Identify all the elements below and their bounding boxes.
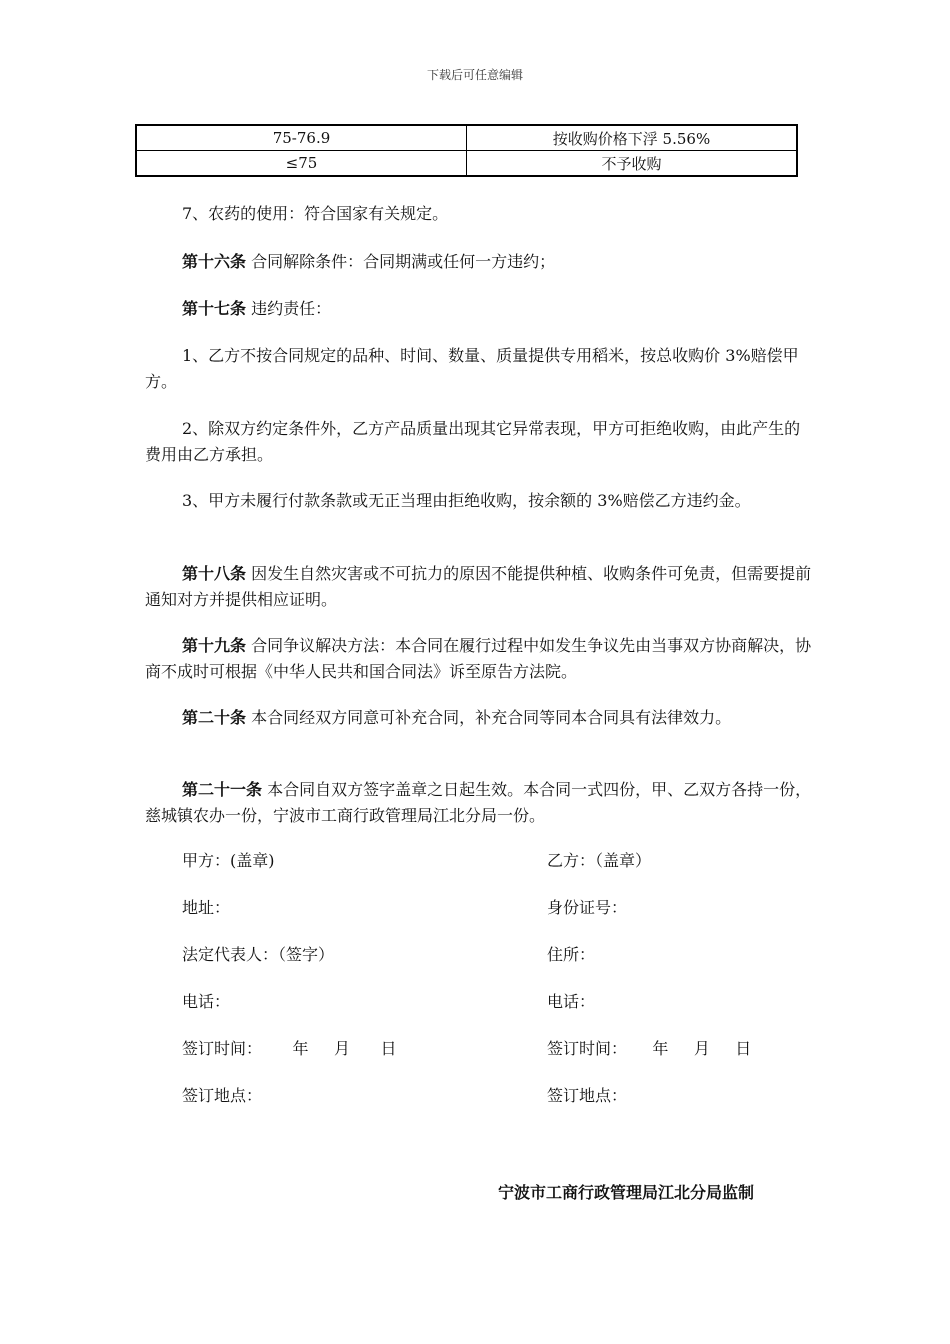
table-cell-range: ≤75: [136, 151, 467, 177]
article-17: [145, 296, 815, 322]
article-18: [145, 561, 815, 613]
party-b-residence: 住所：: [547, 945, 596, 964]
party-a-date: 签订时间： 年 月 日: [182, 1039, 397, 1058]
article-21-title: 第二十一条: [182, 780, 263, 799]
article-16-title: 第十六条: [182, 252, 247, 271]
page-header: 下载后可任意编辑: [426, 68, 523, 82]
article-19-title: 第十九条: [182, 636, 247, 655]
grade-price-table: [135, 124, 798, 177]
party-b-phone: 电话：: [547, 992, 596, 1011]
article-20: [145, 705, 815, 731]
article-21-text: 本合同自双方签字盖章之日起生效。本合同一式四份，甲、乙双方各持一份，慈城镇农办一份，宁波市工商行政管理局江北分局一份。: [145, 780, 812, 825]
party-b-seal: 乙方：（盖章）: [547, 851, 652, 870]
table-cell-range: 75-76.9: [136, 125, 467, 151]
article-17-text: 违约责任：: [246, 299, 332, 318]
liability-2: 2、除双方约定条件外，乙方产品质量出现其它异常表现，甲方可拒绝收购，由此产生的费用由乙方承担。: [145, 419, 801, 464]
party-b-id-number: 身份证号：: [547, 898, 628, 917]
party-a-representative: 法定代表人：（签字）: [182, 945, 335, 964]
party-b-place: 签订地点：: [547, 1086, 628, 1105]
pesticide-clause: 7、农药的使用：符合国家有关规定。: [182, 204, 449, 223]
party-a-place: 签订地点：: [182, 1086, 263, 1105]
article-21: [145, 777, 815, 829]
article-20-text: 本合同经双方同意可补充合同，补充合同等同本合同具有法律效力。: [246, 708, 732, 727]
article-19-text: 合同争议解决方法：本合同在履行过程中如发生争议先由当事双方协商解决，协商不成时可根据《中华人民共和国合同法》诉至原告方法院。: [145, 636, 812, 681]
table-row: [136, 151, 797, 177]
supervision-footer: 宁波市工商行政管理局江北分局监制: [498, 1183, 755, 1202]
article-18-title: 第十八条: [182, 564, 247, 583]
article-16: [145, 249, 815, 275]
party-a-address: 地址：: [182, 898, 231, 917]
party-a-phone: 电话：: [182, 992, 231, 1011]
article-20-title: 第二十条: [182, 708, 247, 727]
article-17-title: 第十七条: [182, 299, 247, 318]
table-cell-price: 按收购价格下浮 5.56%: [467, 125, 798, 151]
article-19: [145, 633, 815, 685]
liability-1: 1、乙方不按合同规定的品种、时间、数量、质量提供专用稻米，按总收购价 3%赔偿甲方。: [145, 346, 799, 391]
table-cell-price: 不予收购: [467, 151, 798, 177]
party-a-seal: 甲方：(盖章): [182, 851, 275, 870]
party-b-date: 签订时间： 年 月 日: [547, 1039, 752, 1058]
table-row: [136, 125, 797, 151]
article-18-text: 因发生自然灾害或不可抗力的原因不能提供种植、收购条件可免责，但需要提前通知对方并提供相应证明。: [145, 564, 812, 609]
article-16-text: 合同解除条件：合同期满或任何一方违约；: [246, 252, 556, 271]
liability-3: 3、甲方未履行付款条款或无正当理由拒绝收购，按余额的 3%赔偿乙方违约金。: [182, 491, 751, 510]
